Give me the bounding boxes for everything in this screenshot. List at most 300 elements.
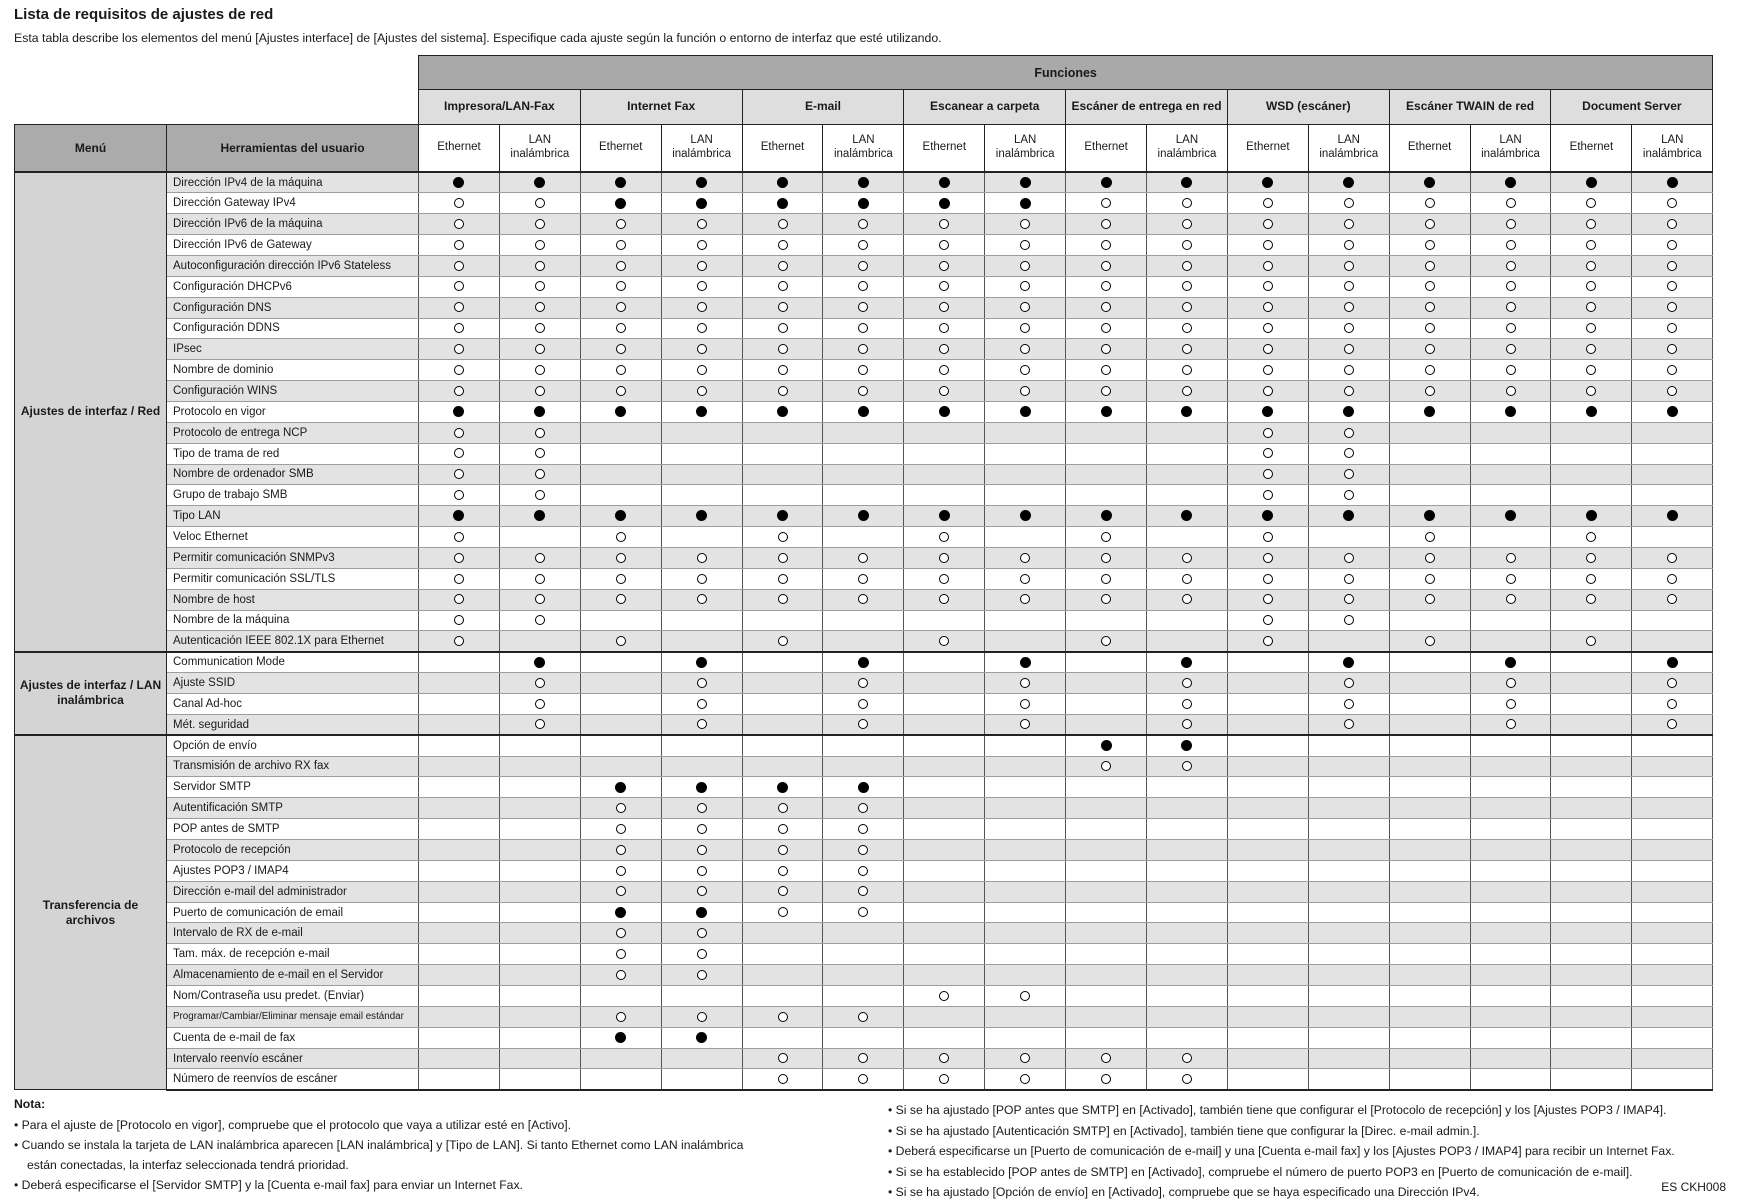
dot-cell: [985, 819, 1066, 840]
dot-cell: [1470, 255, 1551, 276]
dot-cell: [823, 652, 904, 673]
open-dot-icon: [1586, 636, 1596, 646]
dot-cell: [419, 547, 500, 568]
dot-cell: [419, 193, 500, 214]
open-dot-icon: [616, 803, 626, 813]
dot-cell: [1632, 1048, 1713, 1069]
open-dot-icon: [778, 1074, 788, 1084]
dot-cell: [823, 840, 904, 861]
dot-cell: [1308, 652, 1389, 673]
dot-cell: [1066, 756, 1147, 777]
dot-cell: [580, 401, 661, 422]
dot-cell: [742, 986, 823, 1007]
dot-cell: [499, 944, 580, 965]
open-dot-icon: [454, 553, 464, 563]
dot-cell: [1308, 777, 1389, 798]
subheader-ethernet: Ethernet: [1066, 125, 1147, 173]
dot-cell: [1066, 422, 1147, 443]
dot-cell: [580, 693, 661, 714]
dot-cell: [904, 527, 985, 548]
open-dot-icon: [1101, 1074, 1111, 1084]
open-dot-icon: [858, 281, 868, 291]
open-dot-icon: [454, 574, 464, 584]
note-item: • Si se ha ajustado [Opción de envío] en [Activado], compruebe que se haya especificado una Dirección IPv4.: [888, 1185, 1480, 1199]
dot-cell: [1066, 986, 1147, 1007]
filled-dot-icon: [777, 406, 788, 417]
dot-cell: [1551, 965, 1632, 986]
dot-cell: [1147, 485, 1228, 506]
open-dot-icon: [1101, 281, 1111, 291]
open-dot-icon: [697, 281, 707, 291]
dot-cell: [661, 589, 742, 610]
row-label: Ajustes POP3 / IMAP4: [167, 860, 419, 881]
open-dot-icon: [939, 386, 949, 396]
filled-dot-icon: [696, 510, 707, 521]
dot-cell: [1551, 1027, 1632, 1048]
dot-cell: [1066, 673, 1147, 694]
open-dot-icon: [858, 824, 868, 834]
dot-cell: [1308, 1027, 1389, 1048]
dot-cell: [580, 589, 661, 610]
open-dot-icon: [616, 323, 626, 333]
function-group-header-3: Escanear a carpeta: [904, 90, 1066, 125]
row-label: Tipo LAN: [167, 506, 419, 527]
dot-cell: [1470, 986, 1551, 1007]
dot-cell: [1551, 1069, 1632, 1090]
dot-cell: [985, 1006, 1066, 1027]
dot-cell: [661, 276, 742, 297]
dot-cell: [823, 714, 904, 735]
dot-cell: [1470, 902, 1551, 923]
table-row: [15, 840, 1713, 861]
dot-cell: [419, 339, 500, 360]
dot-cell: [1551, 631, 1632, 652]
dot-cell: [1632, 923, 1713, 944]
dot-cell: [1551, 547, 1632, 568]
open-dot-icon: [1344, 261, 1354, 271]
row-label: Nombre de host: [167, 589, 419, 610]
dot-cell: [985, 798, 1066, 819]
open-dot-icon: [778, 240, 788, 250]
table-row: [15, 986, 1713, 1007]
open-dot-icon: [858, 907, 868, 917]
dot-cell: [499, 860, 580, 881]
dot-cell: [1147, 235, 1228, 256]
filled-dot-icon: [534, 406, 545, 417]
dot-cell: [904, 923, 985, 944]
open-dot-icon: [858, 719, 868, 729]
note-item: • Si se ha ajustado [POP antes que SMTP] en [Activado], también tiene que configurar el [Protocolo de recepción] y los [Ajustes POP3 / IMAP4].: [888, 1103, 1667, 1117]
dot-cell: [742, 756, 823, 777]
dot-cell: [1227, 527, 1308, 548]
row-label: Protocolo en vigor: [167, 401, 419, 422]
dot-cell: [661, 568, 742, 589]
dot-cell: [823, 339, 904, 360]
dot-cell: [1470, 214, 1551, 235]
dot-cell: [1147, 401, 1228, 422]
open-dot-icon: [1020, 344, 1030, 354]
dot-cell: [1470, 193, 1551, 214]
dot-cell: [1147, 777, 1228, 798]
row-label: Dirección IPv6 de Gateway: [167, 235, 419, 256]
open-dot-icon: [1101, 365, 1111, 375]
dot-cell: [904, 902, 985, 923]
row-label: Protocolo de recepción: [167, 840, 419, 861]
open-dot-icon: [778, 824, 788, 834]
open-dot-icon: [1506, 302, 1516, 312]
filled-dot-icon: [696, 782, 707, 793]
open-dot-icon: [939, 574, 949, 584]
dot-cell: [499, 547, 580, 568]
dot-cell: [1308, 255, 1389, 276]
dot-cell: [1147, 568, 1228, 589]
dot-cell: [1308, 401, 1389, 422]
dot-cell: [1389, 172, 1470, 193]
dot-cell: [1147, 193, 1228, 214]
corner-blank: [15, 56, 419, 125]
open-dot-icon: [1344, 490, 1354, 500]
dot-cell: [1632, 652, 1713, 673]
dot-cell: [1147, 944, 1228, 965]
open-dot-icon: [1506, 198, 1516, 208]
subheader-ethernet: Ethernet: [419, 125, 500, 173]
filled-dot-icon: [858, 177, 869, 188]
dot-cell: [1632, 589, 1713, 610]
dot-cell: [661, 506, 742, 527]
open-dot-icon: [1263, 469, 1273, 479]
dot-cell: [580, 923, 661, 944]
open-dot-icon: [1263, 261, 1273, 271]
dot-cell: [1066, 860, 1147, 881]
open-dot-icon: [1101, 532, 1111, 542]
row-label: Configuración DHCPv6: [167, 276, 419, 297]
table-row: [15, 902, 1713, 923]
dot-cell: [1066, 631, 1147, 652]
note-item: • Deberá especificarse un [Puerto de comunicación de e-mail] y una [Cuenta e-mail fax] y los [Ajustes POP3 / IMAP4] para recibir un Internet Fax.: [888, 1144, 1675, 1158]
dot-cell: [823, 276, 904, 297]
dot-cell: [823, 485, 904, 506]
dot-cell: [1147, 923, 1228, 944]
dot-cell: [742, 902, 823, 923]
open-dot-icon: [1263, 448, 1273, 458]
filled-dot-icon: [696, 406, 707, 417]
open-dot-icon: [1586, 553, 1596, 563]
dot-cell: [580, 819, 661, 840]
dot-cell: [580, 235, 661, 256]
dot-cell: [1470, 235, 1551, 256]
dot-cell: [1308, 527, 1389, 548]
open-dot-icon: [697, 845, 707, 855]
dot-cell: [904, 360, 985, 381]
filled-dot-icon: [1101, 406, 1112, 417]
open-dot-icon: [778, 344, 788, 354]
open-dot-icon: [939, 344, 949, 354]
dot-cell: [1227, 777, 1308, 798]
dot-cell: [1632, 464, 1713, 485]
open-dot-icon: [858, 344, 868, 354]
dot-cell: [985, 297, 1066, 318]
dot-cell: [1308, 214, 1389, 235]
dot-cell: [1308, 339, 1389, 360]
menu-column-header: Menú: [15, 125, 167, 173]
dot-cell: [661, 255, 742, 276]
table-row: [15, 255, 1713, 276]
open-dot-icon: [697, 365, 707, 375]
open-dot-icon: [1425, 574, 1435, 584]
open-dot-icon: [616, 386, 626, 396]
dot-cell: [823, 235, 904, 256]
open-dot-icon: [697, 719, 707, 729]
dot-cell: [1066, 339, 1147, 360]
dot-cell: [1147, 840, 1228, 861]
dot-cell: [1066, 610, 1147, 631]
dot-cell: [1551, 360, 1632, 381]
dot-cell: [1389, 881, 1470, 902]
dot-cell: [1227, 986, 1308, 1007]
dot-cell: [985, 840, 1066, 861]
dot-cell: [1632, 610, 1713, 631]
open-dot-icon: [616, 866, 626, 876]
open-dot-icon: [1586, 261, 1596, 271]
open-dot-icon: [939, 240, 949, 250]
dot-cell: [1147, 506, 1228, 527]
dot-cell: [1470, 339, 1551, 360]
table-row: [15, 193, 1713, 214]
dot-cell: [742, 255, 823, 276]
row-label: Ajuste SSID: [167, 673, 419, 694]
dot-cell: [985, 1069, 1066, 1090]
dot-cell: [742, 339, 823, 360]
dot-cell: [580, 381, 661, 402]
dot-cell: [1551, 819, 1632, 840]
dot-cell: [1470, 756, 1551, 777]
dot-cell: [1389, 693, 1470, 714]
dot-cell: [823, 547, 904, 568]
filled-dot-icon: [1505, 657, 1516, 668]
dot-cell: [1227, 255, 1308, 276]
dot-cell: [742, 527, 823, 548]
dot-cell: [499, 631, 580, 652]
open-dot-icon: [1020, 699, 1030, 709]
dot-cell: [1147, 381, 1228, 402]
dot-cell: [1147, 443, 1228, 464]
open-dot-icon: [1182, 719, 1192, 729]
dot-cell: [419, 235, 500, 256]
filled-dot-icon: [1343, 510, 1354, 521]
open-dot-icon: [1101, 386, 1111, 396]
dot-cell: [985, 673, 1066, 694]
dot-cell: [499, 840, 580, 861]
dot-cell: [1551, 568, 1632, 589]
open-dot-icon: [1425, 302, 1435, 312]
dot-cell: [1147, 1048, 1228, 1069]
dot-cell: [1308, 693, 1389, 714]
open-dot-icon: [1263, 281, 1273, 291]
dot-cell: [1632, 527, 1713, 548]
dot-cell: [661, 693, 742, 714]
dot-cell: [1470, 401, 1551, 422]
dot-cell: [661, 819, 742, 840]
dot-cell: [1470, 798, 1551, 819]
dot-cell: [661, 297, 742, 318]
open-dot-icon: [1182, 365, 1192, 375]
open-dot-icon: [1182, 261, 1192, 271]
open-dot-icon: [535, 448, 545, 458]
dot-cell: [823, 944, 904, 965]
filled-dot-icon: [939, 510, 950, 521]
dot-cell: [1551, 506, 1632, 527]
dot-cell: [1470, 506, 1551, 527]
dot-cell: [1389, 756, 1470, 777]
open-dot-icon: [616, 281, 626, 291]
open-dot-icon: [1020, 553, 1030, 563]
dot-cell: [1227, 840, 1308, 861]
dot-cell: [985, 276, 1066, 297]
filled-dot-icon: [939, 198, 950, 209]
row-label: Almacenamiento de e-mail en el Servidor: [167, 965, 419, 986]
open-dot-icon: [1020, 1053, 1030, 1063]
dot-cell: [1632, 255, 1713, 276]
open-dot-icon: [697, 803, 707, 813]
filled-dot-icon: [453, 177, 464, 188]
open-dot-icon: [778, 1012, 788, 1022]
dot-cell: [1227, 235, 1308, 256]
filled-dot-icon: [534, 177, 545, 188]
dot-cell: [1551, 902, 1632, 923]
dot-cell: [419, 1006, 500, 1027]
open-dot-icon: [1101, 594, 1111, 604]
dot-cell: [1147, 1069, 1228, 1090]
row-label: Autenticación IEEE 802.1X para Ethernet: [167, 631, 419, 652]
dot-cell: [742, 506, 823, 527]
menu-group-cell-0: Ajustes de interfaz / Red: [15, 172, 167, 652]
dot-cell: [904, 735, 985, 756]
dot-cell: [1551, 735, 1632, 756]
dot-cell: [823, 777, 904, 798]
dot-cell: [499, 464, 580, 485]
notes-left-list: [14, 1115, 776, 1195]
dot-cell: [661, 631, 742, 652]
row-label: Cuenta de e-mail de fax: [167, 1027, 419, 1048]
dot-cell: [419, 1069, 500, 1090]
open-dot-icon: [1586, 302, 1596, 312]
dot-cell: [1551, 381, 1632, 402]
open-dot-icon: [1425, 261, 1435, 271]
filled-dot-icon: [777, 198, 788, 209]
open-dot-icon: [1101, 240, 1111, 250]
dot-cell: [1389, 568, 1470, 589]
dot-cell: [1227, 422, 1308, 443]
open-dot-icon: [616, 553, 626, 563]
filled-dot-icon: [858, 510, 869, 521]
open-dot-icon: [697, 970, 707, 980]
dot-cell: [1066, 360, 1147, 381]
dot-cell: [742, 881, 823, 902]
dot-cell: [1632, 485, 1713, 506]
dot-cell: [1308, 172, 1389, 193]
dot-cell: [985, 506, 1066, 527]
open-dot-icon: [778, 219, 788, 229]
filled-dot-icon: [1262, 406, 1273, 417]
dot-cell: [985, 568, 1066, 589]
dot-cell: [985, 527, 1066, 548]
open-dot-icon: [1425, 344, 1435, 354]
subheader-ethernet: Ethernet: [580, 125, 661, 173]
dot-cell: [1308, 297, 1389, 318]
open-dot-icon: [1263, 219, 1273, 229]
dot-cell: [1308, 819, 1389, 840]
dot-cell: [1470, 610, 1551, 631]
open-dot-icon: [454, 594, 464, 604]
dot-cell: [419, 318, 500, 339]
open-dot-icon: [858, 302, 868, 312]
dot-cell: [985, 693, 1066, 714]
table-row: [15, 881, 1713, 902]
dot-cell: [1632, 318, 1713, 339]
open-dot-icon: [1182, 219, 1192, 229]
dot-cell: [904, 860, 985, 881]
dot-cell: [1066, 381, 1147, 402]
dot-cell: [904, 610, 985, 631]
dot-cell: [499, 589, 580, 610]
dot-cell: [1308, 589, 1389, 610]
open-dot-icon: [1667, 240, 1677, 250]
open-dot-icon: [697, 302, 707, 312]
dot-cell: [1389, 255, 1470, 276]
dot-cell: [1551, 798, 1632, 819]
subheader-ethernet: Ethernet: [1227, 125, 1308, 173]
dot-cell: [1066, 652, 1147, 673]
filled-dot-icon: [1181, 177, 1192, 188]
dot-cell: [419, 965, 500, 986]
dot-cell: [1632, 506, 1713, 527]
dot-cell: [419, 610, 500, 631]
open-dot-icon: [858, 219, 868, 229]
dot-cell: [1227, 610, 1308, 631]
tools-column-header: Herramientas del usuario: [167, 125, 419, 173]
dot-cell: [1066, 944, 1147, 965]
dot-cell: [661, 172, 742, 193]
dot-cell: [1551, 464, 1632, 485]
open-dot-icon: [697, 699, 707, 709]
dot-cell: [904, 777, 985, 798]
dot-cell: [742, 485, 823, 506]
table-row: [15, 360, 1713, 381]
dot-cell: [823, 193, 904, 214]
dot-cell: [419, 631, 500, 652]
dot-cell: [1147, 965, 1228, 986]
dot-cell: [1308, 443, 1389, 464]
dot-cell: [1308, 193, 1389, 214]
open-dot-icon: [616, 365, 626, 375]
table-row: [15, 422, 1713, 443]
dot-cell: [1308, 714, 1389, 735]
dot-cell: [1551, 756, 1632, 777]
dot-cell: [499, 172, 580, 193]
dot-cell: [904, 1048, 985, 1069]
dot-cell: [1632, 1006, 1713, 1027]
open-dot-icon: [454, 302, 464, 312]
dot-cell: [1632, 777, 1713, 798]
dot-cell: [1227, 693, 1308, 714]
dot-cell: [1308, 798, 1389, 819]
function-group-header-2: E-mail: [742, 90, 904, 125]
dot-cell: [661, 1027, 742, 1048]
dot-cell: [499, 756, 580, 777]
dot-cell: [419, 735, 500, 756]
subheader-ethernet: Ethernet: [742, 125, 823, 173]
open-dot-icon: [858, 886, 868, 896]
